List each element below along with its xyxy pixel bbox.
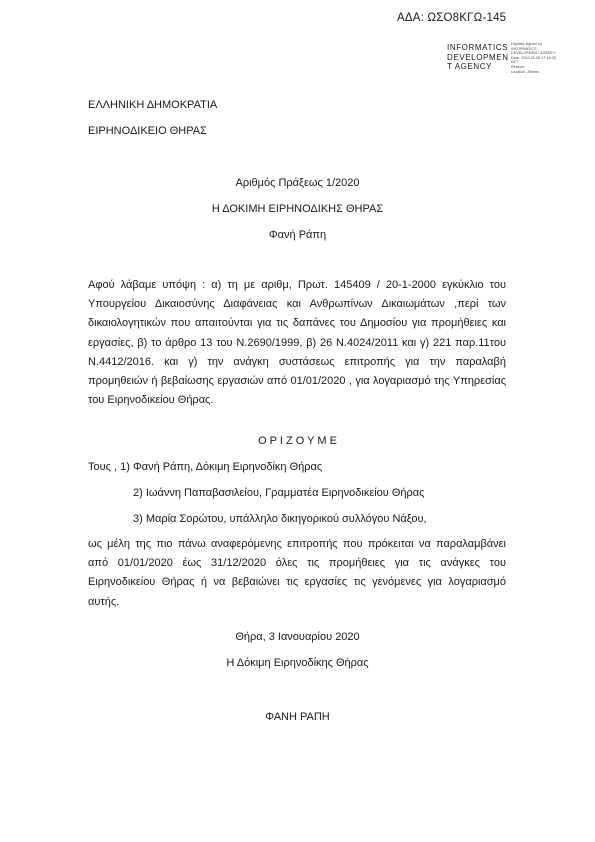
signature-detail-line: Reason: bbox=[511, 64, 526, 69]
place-date: Θήρα, 3 Ιανουαρίου 2020 bbox=[235, 631, 360, 643]
signatory-name: ΦΑΝΗ ΡΑΠΗ bbox=[265, 711, 330, 723]
act-authority: Η ΔΟΚΙΜΗ ΕΙΡΗΝΟΔΙΚΗΣ ΘΗΡΑΣ bbox=[211, 203, 384, 215]
signatory-title: Η Δόκιμη Ειρηνοδίκης Θήρας bbox=[226, 657, 369, 669]
member-3: 3) Μαρία Σορώτου, υπάλληλο δικηγορικού συλλόγου Νάξου, bbox=[133, 513, 427, 525]
signature-detail-line: INFORMATICS bbox=[511, 46, 537, 51]
decision-heading: Ο Ρ Ι Ζ Ο Υ Μ Ε bbox=[258, 435, 337, 447]
member-1: Τους , 1) Φανή Ράπη, Δόκιμη Ειρηνοδίκη Θήρας bbox=[88, 461, 323, 473]
signature-detail-line: Digitally signed by bbox=[511, 42, 542, 46]
signature-stamp-line: T AGENCY bbox=[447, 62, 493, 71]
ada-code: ΑΔΑ: ΩΣΟ8ΚΓΩ-145 bbox=[397, 12, 507, 24]
signature-stamp-line: DEVELOPMEN bbox=[447, 52, 509, 62]
header-court: ΕΙΡΗΝΟΔΙΚΕΙΟ ΘΗΡΑΣ bbox=[88, 125, 207, 137]
act-person: Φανή Ράπη bbox=[268, 229, 327, 241]
digital-signature-details bbox=[511, 42, 556, 74]
role-paragraph: ως μέλη της πιο πάνω αναφερόμενης επιτροπής που πρόκειται να παραλαμβάνει από 01/01/2020 έως 31/12/2020 όλες τις προμήθειες για τις ανάγκες του Ειρηνοδικείου Θήρας ή να βεβαιώνει τις εργασίες τις γενόμενες για λογαριασμό αυτής. bbox=[88, 538, 506, 608]
signature-detail-line: EET bbox=[511, 60, 519, 65]
act-number: Αριθμός Πράξεως 1/2020 bbox=[235, 177, 360, 189]
signature-detail-line: Location: Athens bbox=[511, 69, 540, 74]
considering-paragraph: Αφού λάβαμε υπόψη : α) τη με αριθμ, Πρωτ. 145409 / 20-1-2000 εγκύκλιο του Υπουργείου Δικαιοσύνης Διαφάνειας και Ανθρωπίνων Δικαιωμάτων ,περί των δικαιολογητικών που απαιτούνται για τις δαπάνες του Δημοσίου για προμήθειες και εργασίες, β) το άρθρο 13 του Ν.2690/1999, β) 26 Ν.4024/2011 και γ) 221 παρ.11του Ν.4412/2016. και γ) την ανάγκη συστάσεως επιτροπής για την παραλαβή προμηθειών ή βεβαίωσης εργασιών από 01/01/2020 , για λογαριασμό της Υπηρεσίας του Ειρηνοδικείου Θήρας. bbox=[88, 279, 506, 407]
signature-stamp-line: INFORMATICS bbox=[447, 43, 509, 52]
signature-detail-line: DEVELOPMENT AGENCY bbox=[511, 51, 556, 56]
digital-signature-stamp bbox=[447, 43, 509, 72]
header-republic: ΕΛΛΗΝΙΚΗ ΔΗΜΟΚΡΑΤΙΑ bbox=[88, 99, 218, 111]
member-2: 2) Ιωάννη Παπαβασιλείου, Γραμματέα Ειρηνοδικείου Θήρας bbox=[133, 487, 425, 499]
signature-detail-line: Date: 2020.01.08 17:16:35 bbox=[511, 55, 557, 60]
